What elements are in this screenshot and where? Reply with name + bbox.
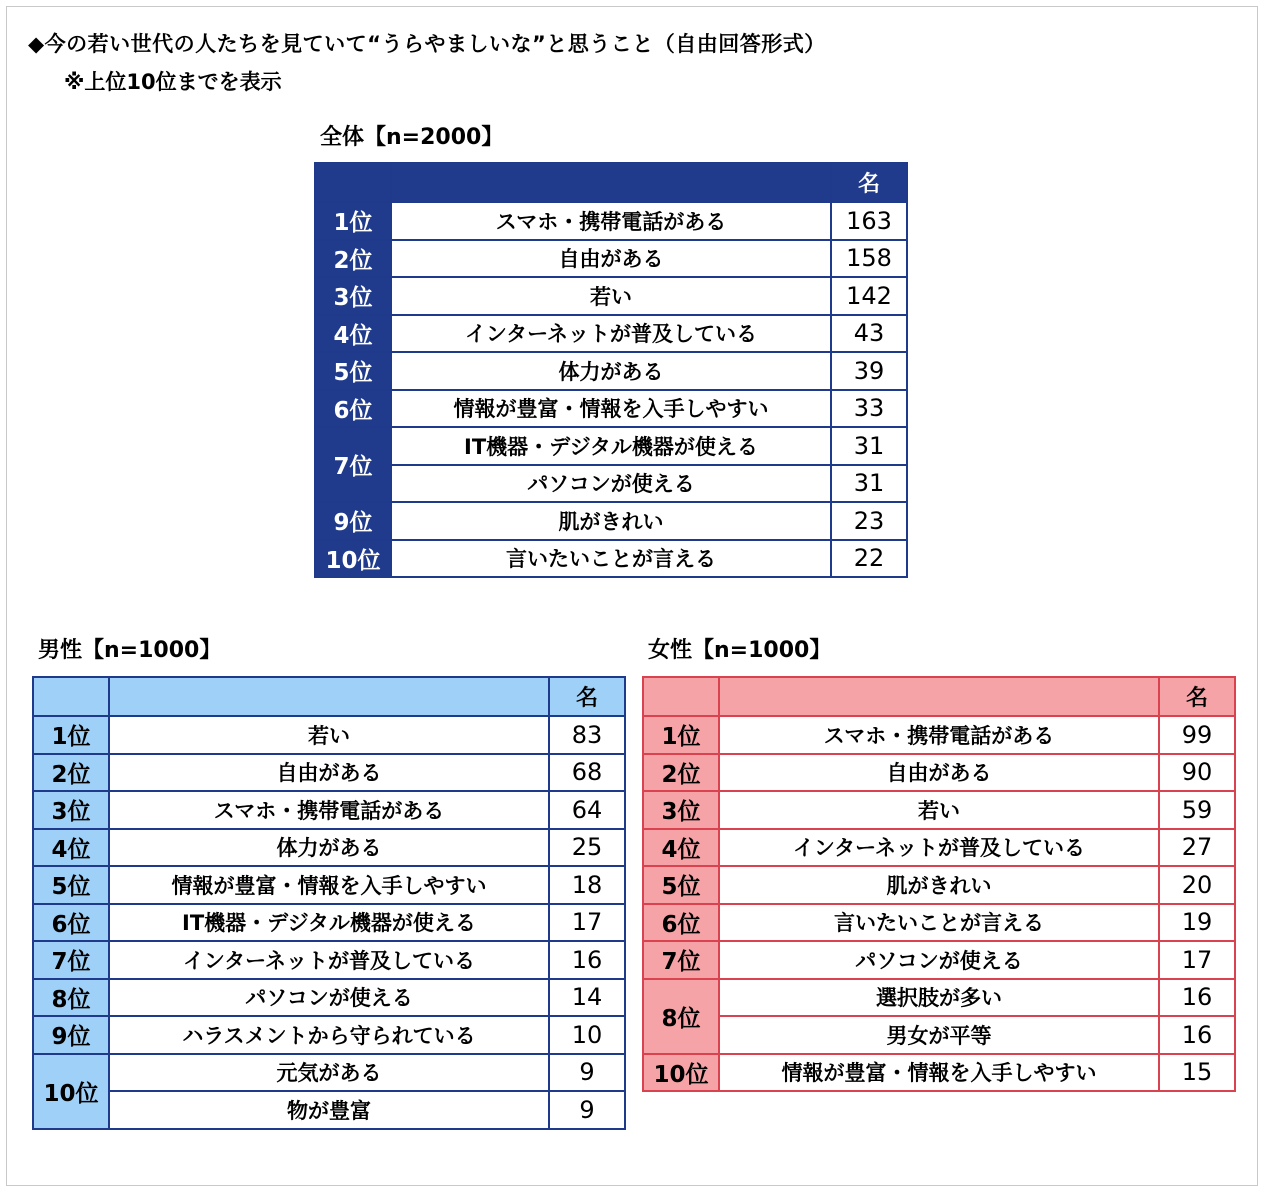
- item-cell: 体力がある: [391, 352, 831, 390]
- count-cell: 22: [831, 540, 907, 578]
- count-cell: 142: [831, 277, 907, 315]
- table-row: [643, 1016, 1235, 1054]
- rank-header: [33, 677, 109, 716]
- rank-cell: 9位: [33, 1016, 109, 1054]
- item-cell: パソコンが使える: [109, 979, 549, 1017]
- table-row: [315, 427, 907, 465]
- count-cell: 27: [1159, 829, 1235, 867]
- female-caption: 女性【n=1000】: [648, 638, 832, 663]
- item-cell: 肌がきれい: [719, 866, 1159, 904]
- table-row: [33, 866, 625, 904]
- table-row: [315, 390, 907, 428]
- rank-cell: 8位: [33, 979, 109, 1017]
- header-row: [315, 163, 907, 202]
- rank-cell: 5位: [33, 866, 109, 904]
- table-row: [33, 791, 625, 829]
- count-cell: 16: [1159, 979, 1235, 1017]
- item-header: [109, 677, 549, 716]
- table-row: [33, 1054, 625, 1092]
- rank-header: [315, 163, 391, 202]
- count-cell: 25: [549, 829, 625, 867]
- rank-cell: 4位: [643, 829, 719, 867]
- rank-cell: 7位: [643, 941, 719, 979]
- male-ranking-table: [32, 676, 626, 1130]
- count-cell: 14: [549, 979, 625, 1017]
- item-cell: 選択肢が多い: [719, 979, 1159, 1017]
- item-cell: 若い: [719, 791, 1159, 829]
- count-cell: 10: [549, 1016, 625, 1054]
- rank-header: [643, 677, 719, 716]
- count-cell: 9: [549, 1091, 625, 1129]
- count-cell: 20: [1159, 866, 1235, 904]
- item-cell: スマホ・携帯電話がある: [109, 791, 549, 829]
- table-row: [643, 979, 1235, 1017]
- item-cell: 自由がある: [719, 754, 1159, 792]
- count-cell: 18: [549, 866, 625, 904]
- rank-cell: 5位: [643, 866, 719, 904]
- item-cell: 言いたいことが言える: [719, 904, 1159, 942]
- table-row: [643, 866, 1235, 904]
- rank-cell: 10位: [33, 1054, 109, 1129]
- total-caption: 全体【n=2000】: [320, 125, 504, 150]
- count-cell: 59: [1159, 791, 1235, 829]
- item-cell: 体力がある: [109, 829, 549, 867]
- total-ranking-table: [314, 162, 908, 578]
- rank-cell: 7位: [315, 427, 391, 502]
- item-cell: 肌がきれい: [391, 502, 831, 540]
- item-cell: ハラスメントから守られている: [109, 1016, 549, 1054]
- table-row: [315, 540, 907, 578]
- count-cell: 31: [831, 465, 907, 503]
- female-ranking-table: [642, 676, 1236, 1092]
- table-row: [643, 754, 1235, 792]
- table-row: [33, 941, 625, 979]
- table-row: [315, 465, 907, 503]
- rank-cell: 2位: [33, 754, 109, 792]
- count-cell: 158: [831, 240, 907, 278]
- rank-cell: 1位: [315, 202, 391, 240]
- table-row: [315, 240, 907, 278]
- count-cell: 17: [1159, 941, 1235, 979]
- count-cell: 68: [549, 754, 625, 792]
- rank-cell: 3位: [33, 791, 109, 829]
- rank-cell: 4位: [33, 829, 109, 867]
- rank-cell: 10位: [315, 540, 391, 578]
- item-cell: 元気がある: [109, 1054, 549, 1092]
- table-row: [315, 352, 907, 390]
- item-cell: 情報が豊富・情報を入手しやすい: [109, 866, 549, 904]
- count-cell: 43: [831, 315, 907, 353]
- count-header: 名: [549, 677, 625, 716]
- rank-cell: 2位: [315, 240, 391, 278]
- count-cell: 90: [1159, 754, 1235, 792]
- item-cell: IT機器・デジタル機器が使える: [109, 904, 549, 942]
- item-cell: 男女が平等: [719, 1016, 1159, 1054]
- item-cell: インターネットが普及している: [391, 315, 831, 353]
- item-cell: 自由がある: [109, 754, 549, 792]
- table-row: [33, 904, 625, 942]
- item-cell: 言いたいことが言える: [391, 540, 831, 578]
- table-row: [643, 716, 1235, 754]
- item-cell: 物が豊富: [109, 1091, 549, 1129]
- count-cell: 83: [549, 716, 625, 754]
- page-note: ※上位10位までを表示: [64, 70, 282, 94]
- item-cell: スマホ・携帯電話がある: [391, 202, 831, 240]
- count-header: 名: [1159, 677, 1235, 716]
- table-row: [33, 754, 625, 792]
- count-cell: 15: [1159, 1054, 1235, 1092]
- rank-cell: 6位: [33, 904, 109, 942]
- table-row: [33, 1016, 625, 1054]
- count-cell: 64: [549, 791, 625, 829]
- rank-cell: 3位: [315, 277, 391, 315]
- item-header: [391, 163, 831, 202]
- rank-cell: 4位: [315, 315, 391, 353]
- count-cell: 19: [1159, 904, 1235, 942]
- item-cell: 情報が豊富・情報を入手しやすい: [391, 390, 831, 428]
- table-row: [643, 829, 1235, 867]
- table-row: [33, 979, 625, 1017]
- item-cell: 情報が豊富・情報を入手しやすい: [719, 1054, 1159, 1092]
- rank-cell: 2位: [643, 754, 719, 792]
- male-caption: 男性【n=1000】: [38, 638, 222, 663]
- table-row: [33, 829, 625, 867]
- item-cell: スマホ・携帯電話がある: [719, 716, 1159, 754]
- item-cell: パソコンが使える: [391, 465, 831, 503]
- count-cell: 31: [831, 427, 907, 465]
- count-cell: 33: [831, 390, 907, 428]
- rank-cell: 1位: [643, 716, 719, 754]
- item-header: [719, 677, 1159, 716]
- item-cell: インターネットが普及している: [109, 941, 549, 979]
- item-cell: インターネットが普及している: [719, 829, 1159, 867]
- header-row: [33, 677, 625, 716]
- header-row: [643, 677, 1235, 716]
- rank-cell: 7位: [33, 941, 109, 979]
- table-row: [315, 277, 907, 315]
- count-cell: 16: [1159, 1016, 1235, 1054]
- table-row: [643, 941, 1235, 979]
- count-cell: 9: [549, 1054, 625, 1092]
- count-cell: 163: [831, 202, 907, 240]
- count-cell: 23: [831, 502, 907, 540]
- item-cell: IT機器・デジタル機器が使える: [391, 427, 831, 465]
- count-header: 名: [831, 163, 907, 202]
- table-row: [315, 315, 907, 353]
- table-row: [643, 1054, 1235, 1092]
- rank-cell: 3位: [643, 791, 719, 829]
- count-cell: 39: [831, 352, 907, 390]
- item-cell: 若い: [109, 716, 549, 754]
- rank-cell: 6位: [315, 390, 391, 428]
- table-row: [33, 1091, 625, 1129]
- item-cell: パソコンが使える: [719, 941, 1159, 979]
- rank-cell: 6位: [643, 904, 719, 942]
- rank-cell: 5位: [315, 352, 391, 390]
- rank-cell: 1位: [33, 716, 109, 754]
- count-cell: 16: [549, 941, 625, 979]
- count-cell: 99: [1159, 716, 1235, 754]
- table-row: [315, 502, 907, 540]
- rank-cell: 8位: [643, 979, 719, 1054]
- rank-cell: 10位: [643, 1054, 719, 1092]
- item-cell: 自由がある: [391, 240, 831, 278]
- item-cell: 若い: [391, 277, 831, 315]
- page-title: ◆今の若い世代の人たちを見ていて“うらやましいな”と思うこと（自由回答形式）: [28, 32, 826, 56]
- table-row: [33, 716, 625, 754]
- count-cell: 17: [549, 904, 625, 942]
- table-row: [643, 904, 1235, 942]
- rank-cell: 9位: [315, 502, 391, 540]
- table-row: [643, 791, 1235, 829]
- table-row: [315, 202, 907, 240]
